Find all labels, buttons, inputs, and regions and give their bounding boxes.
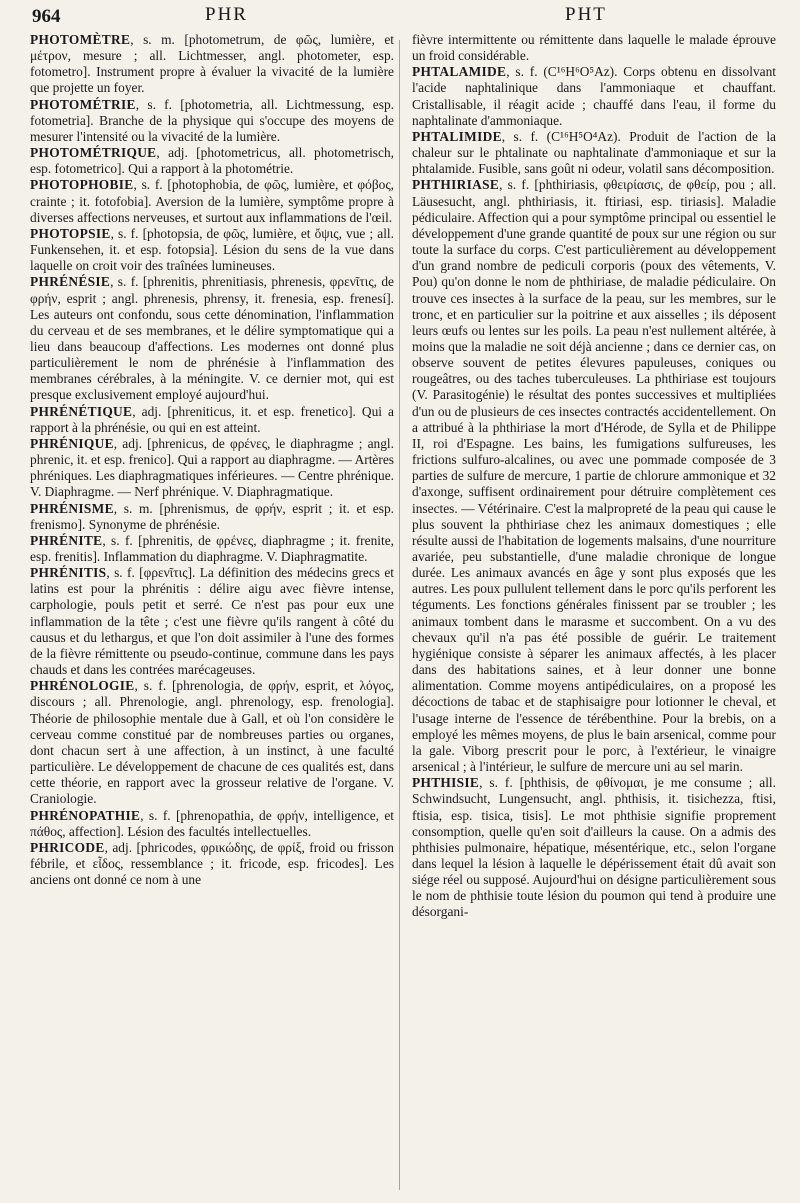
definition: , s. f. (C¹⁶H⁶O⁵Az). Corps obtenu en dissolvant l'acide naphtalinique dans l'ammoniaque et chauffant. Cristallisable, il réagit acide ; chauffé dans l'eau, il forme du naphtalinate d'ammoniaque. xyxy=(412,64,776,128)
entry-phrenetique xyxy=(30,404,394,436)
headword: PHRÉNOPATHIE xyxy=(30,807,141,823)
definition: , s. f. (C¹⁶H⁵O⁴Az). Produit de l'action de la chaleur sur le phtalinate ou naphtalinate d'ammoniaque et sur la phtalamide. Fusible, sans goût ni odeur, volatil sans décomposition. xyxy=(412,128,776,177)
headword: PHOTOMÈTRE xyxy=(30,32,131,47)
definition: , s. m. [phrenismus, de φρήν, esprit ; it. et esp. frenismo]. Synonyme de phrénésie. xyxy=(30,500,394,532)
definition: , s. f. [phthisis, de φθίνομαι, je me consume ; all. Schwindsucht, Lungensucht, angl. phthisis, it. tisichezza, ftisi, ftisia, esp. tisica, tisis]. Le mot phthisie signifie proprement consomption, quelle qu'en soit d'ailleurs la cause. On a admis des phthisies pulmonaire, hépatique, mésentérique, etc., selon l'organe dans lequel la lésion à laquelle le dépérissement était dû avait son siége réel ou supposé. Aujourd'hui on désigne particulièrement sous le nom de phthisie toute lésion du poumon qui tend à produire une désorgani- xyxy=(412,775,776,920)
definition: , s. f. [phthiriasis, φθειρίασις, de φθείρ, pou ; all. Läusesucht, angl. phthiriasis, it. ftiriasi, esp. tiriasis]. Maladie pédiculaire. Affection qui a pour symptôme principal ou essentiel le développement d'une grande quantité de poux sur une région ou sur toute la surface du corps. C'est particulièrement au développement d'un grand nombre de pediculi corporis (poux des vêtements, V. Pou) qu'on donne le nom de phthiriase, de maladie pédiculaire. On trouve ces insectes à la surface de la peau, sur les membres, sur le tronc, et en particulier sur la poitrine et aux aisselles ; ils déposent leurs œufs ou lentes sur les poils. La peau n'est nullement altérée, à moins que la maladie ne soit déjà ancienne ; dans ce dernier cas, on observe souvent de petites élevures papuleuses, coniques ou rougeâtres, ou des taches tuberculeuses. La phthiriase est toujours (V. Parasitogénie) le résultat des pontes successives et multipliées d'un ou de plusieurs de ces insectes contractés accidentellement. On a attribué à la phthiriase la mort d'Hérode, de Sylla et de Philippe II, roi d'Espagne. Les bains, les fumigations sulfureuses, les frictions sulfuro-alcalines, ou avec une pommade composée de 3 parties de sulfure de mercure, 1 partie de chlorure ammonique et 32 d'axonge, suffisent ordinairement pour détruire complètement ces insectes. — Vétérinaire. C'est la malpropreté de la peau qui cause le plus souvent la phthiriase chez les animaux domestiques ; elle résulte aussi de l'habitation de logements malsains, d'une nourriture avariée, peu substantielle, d'une maladie chronique de longue durée. Les animaux avancés en âge y sont plus exposés que les autres. Les poux pullulent tellement dans le porc qu'ils perforent les téguments. Les fonctions générales finissent par se troubler ; les animaux tombent dans le marasme et succombent. On a vu des chevaux qu'il n'a pas été possible de guérir. Le traitement hygiénique consiste à séparer les animaux affectés, à les placer dans des habitations saines, et à leur donner une bonne alimentation. Comme moyens antipédiculaires, on a proposé les décoctions de tabac et de staphisaigre pour lotionner le cheval, et l'usage interne de l'essence de térébenthine. Pour la brebis, on a employé les mêmes moyens, de plus le bain arsenical, comme pour la gale. Viborg prescrit pour le porc, à l'extérieur, le vinaigre arsenical ; à l'intérieur, le sulfure de mercure uni au sel marin. xyxy=(412,177,776,775)
right-running-head: PHT xyxy=(565,4,607,25)
entry-phtalamide xyxy=(412,64,776,129)
entry-phthiriase xyxy=(412,177,776,775)
definition: , adj. [phricodes, φρικώδης, de φρίξ, froid ou frisson fébrile, et εἶδος, ressemblance ; it. fricode, esp. fricodes]. Les anciens ont donné ce nom à une xyxy=(30,839,394,888)
definition: , adj. [photometricus, all. photometrisch, esp. fotometrico]. Qui a rapport à la photométrie. xyxy=(30,145,394,177)
entry-phtalimide xyxy=(412,129,776,177)
entry-phrenite xyxy=(30,533,394,565)
headword: PHOTOMÉTRIE xyxy=(30,96,136,112)
headword: PHRÉNÉSIE xyxy=(30,274,111,290)
entry-phthisie xyxy=(412,775,776,920)
headword: PHOTOPSIE xyxy=(30,225,111,241)
headword: PHTHIRIASE xyxy=(412,177,500,193)
definition: , adj. [phreniticus, it. et esp. frenetico]. Qui a rapport à la phrénésie, ou qui en est atteint. xyxy=(30,403,394,435)
entry-phricode xyxy=(30,840,394,888)
right-column xyxy=(412,32,776,921)
entry-photometrique xyxy=(30,145,394,177)
definition: , s. f. [phrenitis, de φρένες, diaphragme ; it. frenite, esp. frenitis]. Inflammation du diaphragme. V. Diaphragmatite. xyxy=(30,532,394,564)
definition: , s. f. [phrenopathia, de φρήν, intelligence, et πάθος, affection]. Lésion des facultés intellectuelles. xyxy=(30,807,394,839)
headword: PHRÉNÉTIQUE xyxy=(30,403,133,419)
page-number: 964 xyxy=(32,6,61,27)
definition: , s. f. [φρενῖτις]. La définition des médecins grecs et latins est pour la phrénitis : délire aigu avec fièvre intense, carphologie, pouls petit et serré. Ce n'est pas pour eux une inflammation de la tête ; c'est une fièvre qu'ils rangent à côté du causus et du lethargus, et que l'on doit assimiler à l'une des formes de la fièvre rémittente ou pseudo-continue, commune dans les pays chauds et dans les contrées marécageuses. xyxy=(30,565,394,678)
continued-text: fièvre intermittente ou rémittente dans laquelle le malade éprouve un froid considérable. xyxy=(412,32,776,64)
entry-photophobie xyxy=(30,177,394,225)
headword: PHTHISIE xyxy=(412,775,480,791)
headword: PHRÉNOLOGIE xyxy=(30,678,135,694)
entry-phrenopathie xyxy=(30,808,394,840)
entry-photometrie xyxy=(30,97,394,145)
column-divider xyxy=(399,40,400,1190)
entry-phrenisme xyxy=(30,501,394,533)
entry-photometre xyxy=(30,32,394,97)
definition: , s. f. [photophobia, de φῶς, lumière, et φόβος, crainte ; it. fotofobia]. Aversion de la lumière, symptôme propre à diverses affections nerveuses, et surtout aux inflammations de l'œil. xyxy=(30,177,394,225)
definition: , s. f. [photopsia, de φῶς, lumière, et ὄψις, vue ; all. Funkensehen, it. et esp. fotopsia]. Lésion du sens de la vue dans laquelle on croit voir des traînées lumineuses. xyxy=(30,225,394,274)
headword: PHTALAMIDE xyxy=(412,64,507,80)
headword: PHRÉNISME xyxy=(30,500,114,516)
entry-phrenitis xyxy=(30,565,394,678)
headword: PHRÉNITIS xyxy=(30,565,107,581)
headword: PHRÉNITE xyxy=(30,532,103,548)
definition: , adj. [phrenicus, de φρένες, le diaphragme ; angl. phrenic, it. et esp. frenico]. Qui a rapport au diaphragme. — Artères phréniques. Les diaphragmatiques inférieures. — Centre phrénique. V. Diaphragme. — Nerf phrénique. V. Diaphragmatique. xyxy=(30,435,394,500)
headword: PHOTOMÉTRIQUE xyxy=(30,145,157,161)
left-column xyxy=(30,32,394,921)
definition: , s. f. [photometria, all. Lichtmessung, esp. fotometria]. Branche de la physique qui s'occupe des moyens de mesurer l'intensité ou la vivacité de la lumière. xyxy=(30,96,394,144)
headword: PHOTOPHOBIE xyxy=(30,177,134,193)
definition: , s. m. [photometrum, de φῶς, lumière, et μέτρον, mesure ; all. Lichtmesser, angl. photometer, esp. fotometro]. Instrument propre à évaluer la vivacité de la lumière que projette un foyer. xyxy=(30,32,394,96)
entry-phrenique xyxy=(30,436,394,501)
headword: PHRICODE xyxy=(30,839,105,855)
running-header xyxy=(30,0,792,32)
definition: , s. f. [phrenologia, de φρήν, esprit, et λόγος, discours ; all. Phrenologie, angl. phrenology, esp. frenologia]. Théorie de philosophie mentale due à Gall, et où l'on considère le cerveau comme constitué par de nombreuses parties ou organes, dont chacun sert à une affection, à un instinct, à une faculté particulière. Le développement de chacune de ces qualités est, dans cette théorie, en rapport avec la grosseur relative de l'organe. V. Craniologie. xyxy=(30,678,394,807)
text-columns xyxy=(30,32,792,921)
headword: PHTALIMIDE xyxy=(412,128,502,144)
entry-photopsie xyxy=(30,226,394,274)
entry-phrenologie xyxy=(30,678,394,807)
definition: , s. f. [phrenitis, phrenitiasis, phrenesis, φρενῖτις, de φρήν, esprit ; angl. phrenesis, phrensy, it. frenesia, esp. frenesí]. Les auteurs ont confondu, sous cette dénomination, l'inflammation du cerveau et de ses membranes, et le délire symptomatique qui a lieu dans beaucoup d'affections. Les modernes ont donné plus particulièrement le nom de phrénésie à l'inflammation des membranes cérébrales, à la méningite. V. ce dernier mot, qui est presque exclusivement employé aujourd'hui. xyxy=(30,274,394,403)
headword: PHRÉNIQUE xyxy=(30,435,114,451)
left-running-head: PHR xyxy=(205,4,248,25)
entry-phrenesie xyxy=(30,274,394,403)
